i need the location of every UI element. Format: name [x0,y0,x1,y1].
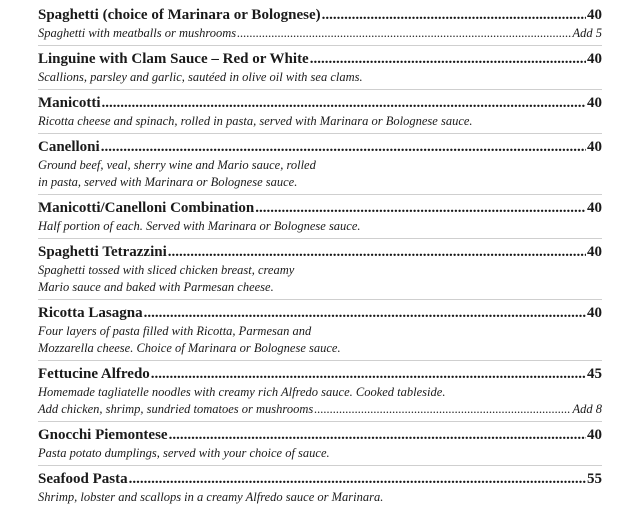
menu-item-price: 45 [587,366,602,382]
divider [38,465,602,466]
divider [38,89,602,90]
menu-item-lasagna [38,304,602,357]
menu-item-price: 40 [587,244,602,260]
menu-item-name: Linguine with Clam Sauce – Red or White [38,51,309,67]
menu-item-addon [38,401,602,418]
dot-leader [144,304,586,323]
menu-item-name: Seafood Pasta [38,471,128,487]
menu-item-fettucine [38,365,602,418]
dot-leader [237,25,571,42]
dot-leader [168,243,586,262]
menu-item-price: 40 [587,7,602,23]
menu-item-name: Spaghetti Tetrazzini [38,244,167,260]
menu-item-addon [38,25,602,42]
menu-item-linguine [38,50,602,86]
menu-item-name: Manicotti/Canelloni Combination [38,200,255,216]
pasta-menu [38,6,602,506]
menu-item-header [38,304,602,323]
menu-item-description: Homemade tagliatelle noodles with creamy rich Alfredo sauce. Cooked tableside. [38,385,446,399]
dot-leader [169,426,586,445]
dot-leader [151,365,586,384]
addon-price: Add 5 [572,26,602,40]
divider [38,360,602,361]
menu-item-manicotti [38,94,602,130]
menu-item-name: Spaghetti (choice of Marinara or Bolognese) [38,7,321,23]
menu-item-header [38,199,602,218]
menu-item-header [38,426,602,445]
menu-item-price: 40 [587,95,602,111]
menu-item-gnocchi [38,426,602,462]
menu-item-price: 40 [587,200,602,216]
divider [38,194,602,195]
menu-item-header [38,138,602,157]
addon-text: Spaghetti with meatballs or mushrooms [38,26,237,40]
dot-leader [255,199,586,218]
menu-item-spaghetti [38,6,602,42]
menu-item-description: Four layers of pasta filled with Ricotta, Parmesan and [38,324,312,338]
menu-item-name: Ricotta Lasagna [38,305,143,321]
divider [38,238,602,239]
menu-item-description: Half portion of each. Served with Marinara or Bolognese sauce. [38,219,361,233]
dot-leader [314,401,571,418]
menu-item-header [38,365,602,384]
menu-item-combination [38,199,602,235]
menu-item-canelloni [38,138,602,191]
divider [38,45,602,46]
menu-item-name: Gnocchi Piemontese [38,427,168,443]
dot-leader [101,94,586,113]
menu-item-price: 40 [587,427,602,443]
divider [38,133,602,134]
menu-item-header [38,50,602,69]
dot-leader [322,6,586,25]
menu-item-price: 40 [587,305,602,321]
menu-item-description: Spaghetti tossed with sliced chicken breast, creamy [38,263,295,277]
dot-leader [310,50,586,69]
menu-item-name: Manicotti [38,95,101,111]
dot-leader [101,138,586,157]
menu-item-name: Canelloni [38,139,100,155]
menu-item-seafood-pasta [38,470,602,506]
addon-price: Add 8 [572,402,602,416]
menu-item-price: 55 [587,471,602,487]
menu-item-tetrazzini [38,243,602,296]
menu-item-description: Scallions, parsley and garlic, sautéed in olive oil with sea clams. [38,70,363,84]
menu-item-price: 40 [587,139,602,155]
menu-item-header [38,243,602,262]
menu-item-description: Shrimp, lobster and scallops in a creamy Alfredo sauce or Marinara. [38,490,384,504]
menu-item-description: Ricotta cheese and spinach, rolled in pasta, served with Marinara or Bolognese sauce. [38,114,473,128]
menu-item-description: Mario sauce and baked with Parmesan cheese. [38,280,274,294]
addon-text: Add chicken, shrimp, sundried tomatoes or mushrooms [38,402,314,416]
menu-item-description: in pasta, served with Marinara or Bolognese sauce. [38,175,298,189]
menu-item-header [38,94,602,113]
divider [38,421,602,422]
menu-item-description: Pasta potato dumplings, served with your choice of sauce. [38,446,330,460]
divider [38,299,602,300]
menu-item-header [38,6,602,25]
menu-item-name: Fettucine Alfredo [38,366,150,382]
menu-item-description: Mozzarella cheese. Choice of Marinara or Bolognese sauce. [38,341,341,355]
menu-item-price: 40 [587,51,602,67]
menu-item-description: Ground beef, veal, sherry wine and Mario sauce, rolled [38,158,316,172]
